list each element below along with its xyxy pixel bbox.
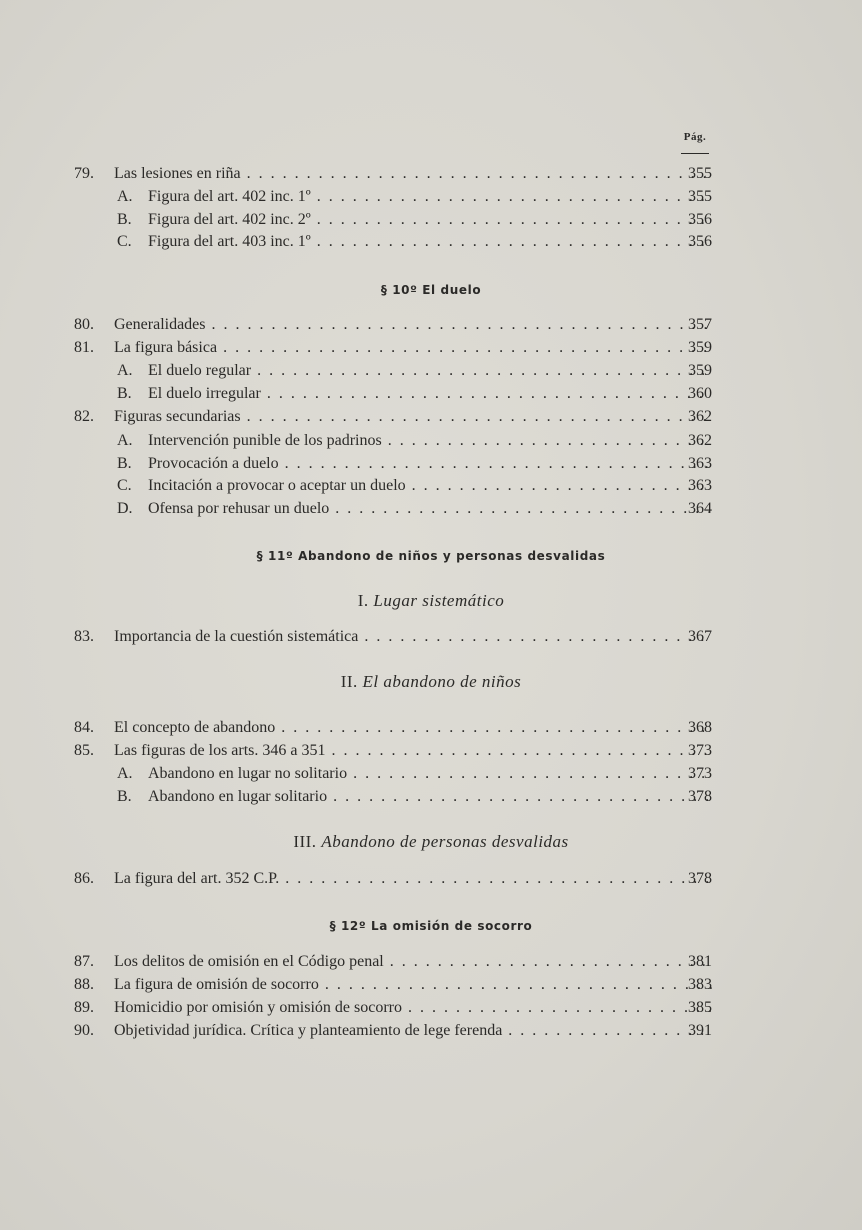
toc-entry	[0, 336, 862, 360]
entry-letter: C.	[117, 233, 132, 250]
toc-entry	[0, 996, 862, 1020]
entry-page: 364	[688, 500, 712, 517]
toc-subentry	[0, 208, 862, 232]
toc-entry	[0, 950, 862, 974]
entry-page: 367	[688, 628, 712, 645]
section-heading: § 12º La omisión de socorro	[329, 919, 533, 933]
entry-number: 90.	[74, 1022, 94, 1039]
entry-page: 391	[688, 1022, 712, 1039]
entry-title: El duelo regular . . .	[148, 359, 712, 383]
entry-number: 79.	[74, 165, 94, 182]
toc-subentry	[0, 785, 862, 809]
entry-title: Figuras secundarias . . .	[114, 405, 712, 429]
entry-page: 362	[688, 408, 712, 425]
entry-page: 378	[688, 788, 712, 805]
section-heading: § 10º El duelo	[380, 283, 482, 297]
entry-number: 86.	[74, 870, 94, 887]
entry-number: 81.	[74, 339, 94, 356]
entry-number: 87.	[74, 953, 94, 970]
entry-page: 373	[688, 765, 712, 782]
toc-subentry	[0, 452, 862, 476]
part-heading	[0, 591, 862, 611]
toc-entry	[0, 625, 862, 649]
entry-letter: A.	[117, 362, 133, 379]
entry-page: 363	[688, 455, 712, 472]
part-heading	[0, 832, 862, 852]
entry-title: El concepto de abandono . . .	[114, 716, 712, 740]
part-title: Lugar sistemático	[373, 591, 505, 610]
entry-title: Homicidio por omisión y omisión de socorro . . .	[114, 996, 712, 1020]
entry-number: 80.	[74, 316, 94, 333]
part-roman: II.	[340, 672, 358, 691]
entry-letter: A.	[117, 765, 133, 782]
entry-page: 356	[688, 211, 712, 228]
page-column-rule	[681, 153, 709, 154]
entry-number: 89.	[74, 999, 94, 1016]
entry-page: 378	[688, 870, 712, 887]
toc-entry	[0, 867, 862, 891]
entry-title: Importancia de la cuestión sistemática . . .	[114, 625, 712, 649]
entry-letter: B.	[117, 788, 132, 805]
entry-page: 357	[688, 316, 712, 333]
entry-title: Incitación a provocar o aceptar un duelo . . .	[148, 474, 712, 498]
entry-letter: B.	[117, 455, 132, 472]
part-title: Abandono de personas desvalidas	[321, 832, 569, 851]
entry-page: 373	[688, 742, 712, 759]
toc-entry	[0, 405, 862, 429]
entry-letter: A.	[117, 188, 133, 205]
entry-page: 385	[688, 999, 712, 1016]
entry-title: El duelo irregular . . .	[148, 382, 712, 406]
entry-title: La figura del art. 352 C.P. . . .	[114, 867, 712, 891]
entry-title: Abandono en lugar solitario . . .	[148, 785, 712, 809]
entry-number: 82.	[74, 408, 94, 425]
entry-page: 381	[688, 953, 712, 970]
toc-subentry	[0, 474, 862, 498]
entry-title: Las figuras de los arts. 346 a 351 . . .	[114, 739, 712, 763]
part-heading	[0, 672, 862, 692]
entry-letter: B.	[117, 211, 132, 228]
entry-page: 383	[688, 976, 712, 993]
entry-title: Figura del art. 402 inc. 2º . . .	[148, 208, 712, 232]
entry-page: 359	[688, 362, 712, 379]
entry-number: 83.	[74, 628, 94, 645]
entry-title: Ofensa por rehusar un duelo . . .	[148, 497, 712, 521]
entry-letter: D.	[117, 500, 133, 517]
entry-page: 355	[688, 165, 712, 182]
section-heading: § 11º Abandono de niños y personas desvalidas	[256, 549, 606, 563]
part-roman: III.	[293, 832, 317, 851]
entry-number: 88.	[74, 976, 94, 993]
entry-page: 359	[688, 339, 712, 356]
part-title: El abandono de niños	[362, 672, 522, 691]
entry-title: Figura del art. 403 inc. 1º . . .	[148, 230, 712, 254]
toc-entry	[0, 162, 862, 186]
entry-page: 368	[688, 719, 712, 736]
toc-entry	[0, 1019, 862, 1043]
entry-title: Abandono en lugar no solitario . . .	[148, 762, 712, 786]
entry-title: Objetividad jurídica. Crítica y planteamiento de lege ferenda . . .	[114, 1019, 712, 1043]
entry-number: 84.	[74, 719, 94, 736]
toc-entry	[0, 313, 862, 337]
toc-entry	[0, 739, 862, 763]
entry-letter: A.	[117, 432, 133, 449]
entry-letter: B.	[117, 385, 132, 402]
entry-page: 355	[688, 188, 712, 205]
entry-title: Las lesiones en riña . . .	[114, 162, 712, 186]
toc-subentry	[0, 497, 862, 521]
entry-number: 85.	[74, 742, 94, 759]
toc-subentry	[0, 382, 862, 406]
toc-subentry	[0, 185, 862, 209]
toc-entry	[0, 716, 862, 740]
entry-title: Generalidades . . .	[114, 313, 712, 337]
entry-title: La figura básica . . .	[114, 336, 712, 360]
toc-subentry	[0, 762, 862, 786]
page-column-label: Pág.	[683, 131, 707, 143]
toc-entry	[0, 973, 862, 997]
entry-title: Provocación a duelo . . .	[148, 452, 712, 476]
entry-page: 356	[688, 233, 712, 250]
toc-subentry	[0, 359, 862, 383]
entry-letter: C.	[117, 477, 132, 494]
entry-title: Figura del art. 402 inc. 1º . . .	[148, 185, 712, 209]
toc-subentry	[0, 230, 862, 254]
entry-page: 363	[688, 477, 712, 494]
entry-page: 360	[688, 385, 712, 402]
entry-title: Los delitos de omisión en el Código penal . . .	[114, 950, 712, 974]
entry-page: 362	[688, 432, 712, 449]
part-roman: I.	[357, 591, 369, 610]
toc-subentry	[0, 429, 862, 453]
entry-title: La figura de omisión de socorro . . .	[114, 973, 712, 997]
entry-title: Intervención punible de los padrinos . . .	[148, 429, 712, 453]
